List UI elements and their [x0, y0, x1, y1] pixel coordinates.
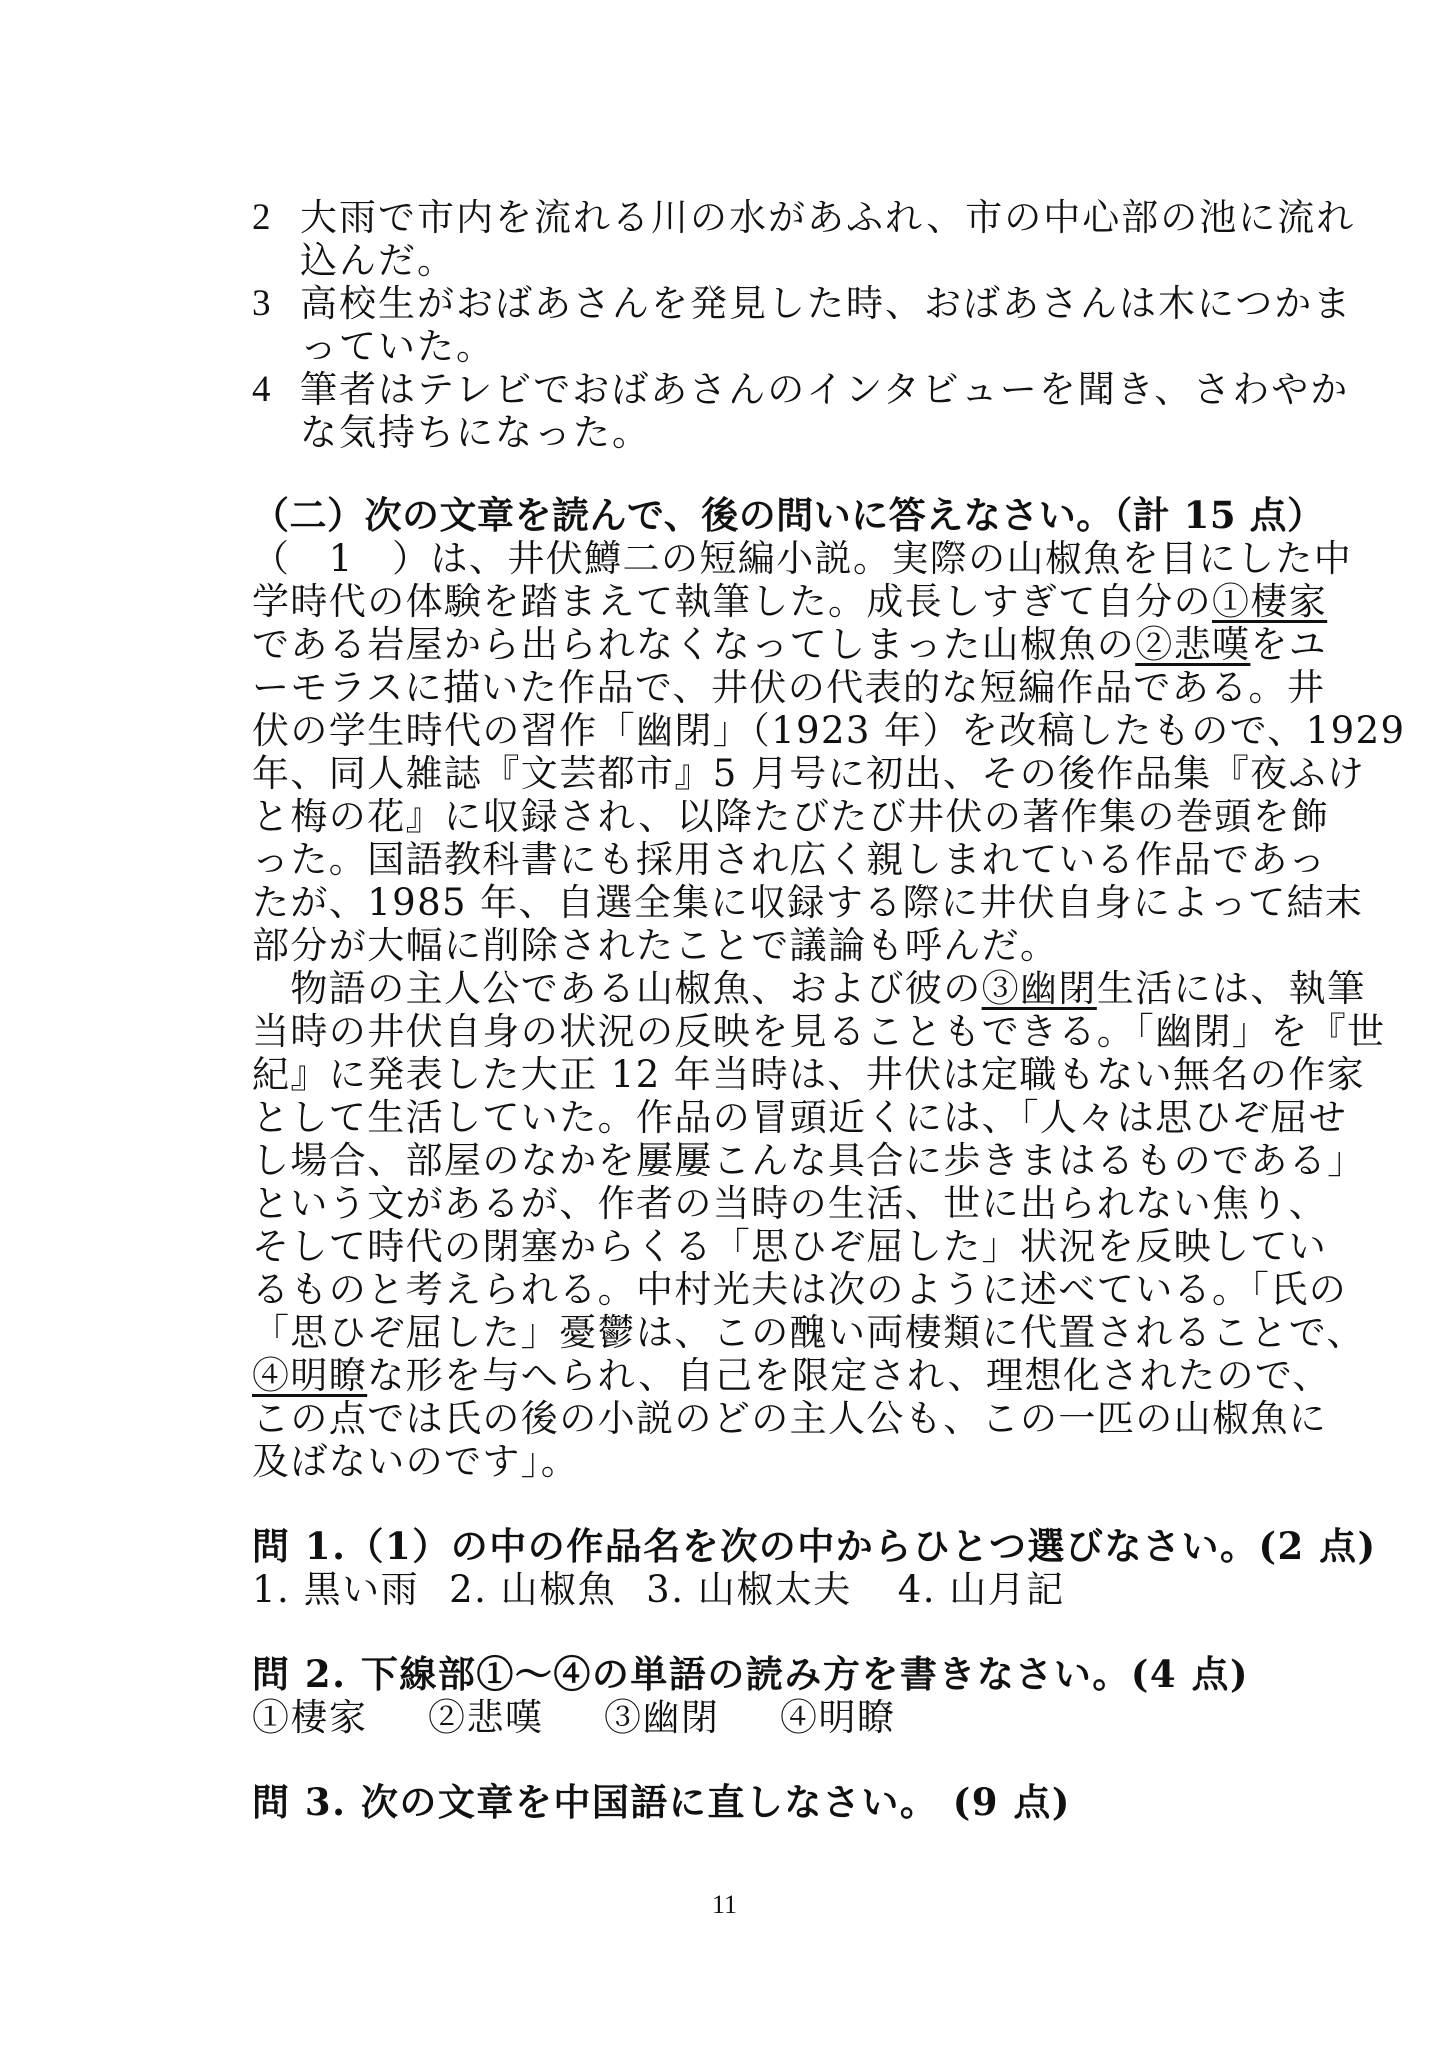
option-number: 4 [252, 369, 272, 410]
passage-line: たが、1985 年、自選全集に収録する際に井伏自身によって結末 [252, 881, 1364, 924]
question-3-title: 問 3. 次の文章を中国語に直しなさい。 (9 点) [252, 1780, 1071, 1824]
option-number: 2 [252, 197, 272, 238]
passage-line: として生活していた。作品の冒頭近くには、「人々は思ひぞ屈せ [252, 1096, 1348, 1139]
passage-line: るものと考えられる。中村光夫は次のように述べている。「氏の [252, 1268, 1348, 1311]
underlined-term-2: ②悲嘆 [1135, 623, 1251, 666]
option-text-line: 筆者はテレビでおばあさんのインタビューを聞き、さわやか [300, 368, 1350, 411]
passage-line: 「思ひぞ屈した」憂鬱は、この醜い両棲類に代置されることで、 [252, 1311, 1365, 1354]
passage-line [252, 1354, 1331, 1397]
passage-line: 紀』に発表した大正 12 年当時は、井伏は定職もない無名の作家 [252, 1053, 1366, 1096]
answer-option-2 [252, 196, 1356, 282]
option-text-line: な気持ちになった。 [300, 411, 651, 454]
option-number: 3 [252, 283, 272, 324]
section-heading: （二）次の文章を読んで、後の問いに答えなさい。（計 15 点） [252, 493, 1325, 537]
passage-line: そして時代の閉塞からくる「思ひぞ屈した」状況を反映してい [252, 1225, 1328, 1268]
passage-text: 学時代の体験を踏まえて執筆した。成長しすぎて自分の [252, 580, 1212, 623]
passage-line [252, 537, 1353, 580]
word-4: ④明瞭 [780, 1696, 896, 1739]
passage-line: という文があるが、作者の当時の生活、世に出られない焦り、 [252, 1182, 1328, 1225]
passage-text: をユ [1250, 623, 1328, 666]
answer-option-list [252, 196, 1356, 454]
passage-line: った。国語教科書にも採用され広く親しまれている作品であっ [252, 838, 1327, 881]
question-2 [252, 1652, 1250, 1739]
passage-line: 伏の学生時代の習作「幽閉」（1923 年）を改稿したもので、1929 [252, 709, 1406, 752]
passage-line [252, 580, 1328, 623]
passage-line: 及ばないのです」。 [252, 1440, 580, 1483]
underlined-term-1: ①棲家 [1212, 580, 1328, 623]
passage-line: この点では氏の後の小説のどの主人公も、この一匹の山椒魚に [252, 1397, 1328, 1440]
underlined-term-3: ③幽閉 [981, 967, 1097, 1010]
option-text-line: 込んだ。 [300, 239, 456, 282]
question-2-words [252, 1696, 1212, 1739]
passage-line: 当時の井伏自身の状況の反映を見ることもできる。「幽閉」を『世 [252, 1010, 1386, 1053]
word-1: ①棲家 [252, 1696, 368, 1739]
passage-line: 部分が大幅に削除されたことで議論も呼んだ。 [252, 924, 1059, 967]
passage-line: 年、同人雑誌『文芸都市』5 月号に初出、その後作品集『夜ふけ [252, 752, 1366, 795]
answer-option-3 [252, 282, 1353, 368]
passage-line: し場合、部屋のなかを屢屢こんな具合に歩きまはるものである」 [252, 1139, 1366, 1182]
passage-line [252, 623, 1328, 666]
word-3: ③幽閉 [604, 1696, 720, 1739]
question-3 [252, 1781, 1212, 1824]
passage-text: である岩屋から出られなくなってしまった山椒魚の [252, 623, 1136, 666]
option-text-line: 高校生がおばあさんを発見した時、おばあさんは木につかま [300, 282, 1353, 325]
choice-2: 2. 山椒魚 [449, 1568, 617, 1611]
option-text-line: っていた。 [300, 325, 495, 368]
passage-text: （ 1 ）は、井伏鱒二の短編小説。実際の山椒魚を目にした中 [252, 537, 1353, 580]
passage-line: ーモラスに描いた作品で、井伏の代表的な短編作品である。井 [252, 666, 1326, 709]
exam-page [252, 196, 1406, 1824]
page-number: 11 [711, 1890, 738, 1919]
choice-4: 4. 山月記 [897, 1568, 1065, 1611]
question-2-title: 問 2. 下線部①～④の単語の読み方を書きなさい。(4 点) [252, 1652, 1250, 1696]
passage-paragraph-1 [252, 537, 1406, 967]
passage-text: な形を与へられ、自己を限定され、理想化されたので、 [367, 1354, 1331, 1397]
question-1-title: 問 1.（1）の中の作品名を次の中からひとつ選びなさい。(2 点) [252, 1524, 1377, 1568]
passage-line [252, 967, 1366, 1010]
question-1-choices [252, 1568, 1212, 1611]
passage-text: 生活には、執筆 [1096, 967, 1366, 1010]
question-1 [252, 1524, 1377, 1611]
passage-paragraph-2 [252, 967, 1386, 1483]
answer-option-4 [252, 368, 1350, 454]
underlined-term-4: ④明瞭 [252, 1354, 368, 1397]
choice-3: 3. 山椒太夫 [646, 1568, 852, 1611]
passage-text: 物語の主人公である山椒魚、および彼の [252, 967, 982, 1010]
choice-1: 1. 黒い雨 [252, 1568, 420, 1611]
word-2: ②悲嘆 [428, 1696, 544, 1739]
option-text-line: 大雨で市内を流れる川の水があふれ、市の中心部の池に流れ [300, 196, 1356, 239]
passage-line: と梅の花』に収録され、以降たびたび井伏の著作集の巻頭を飾 [252, 795, 1330, 838]
